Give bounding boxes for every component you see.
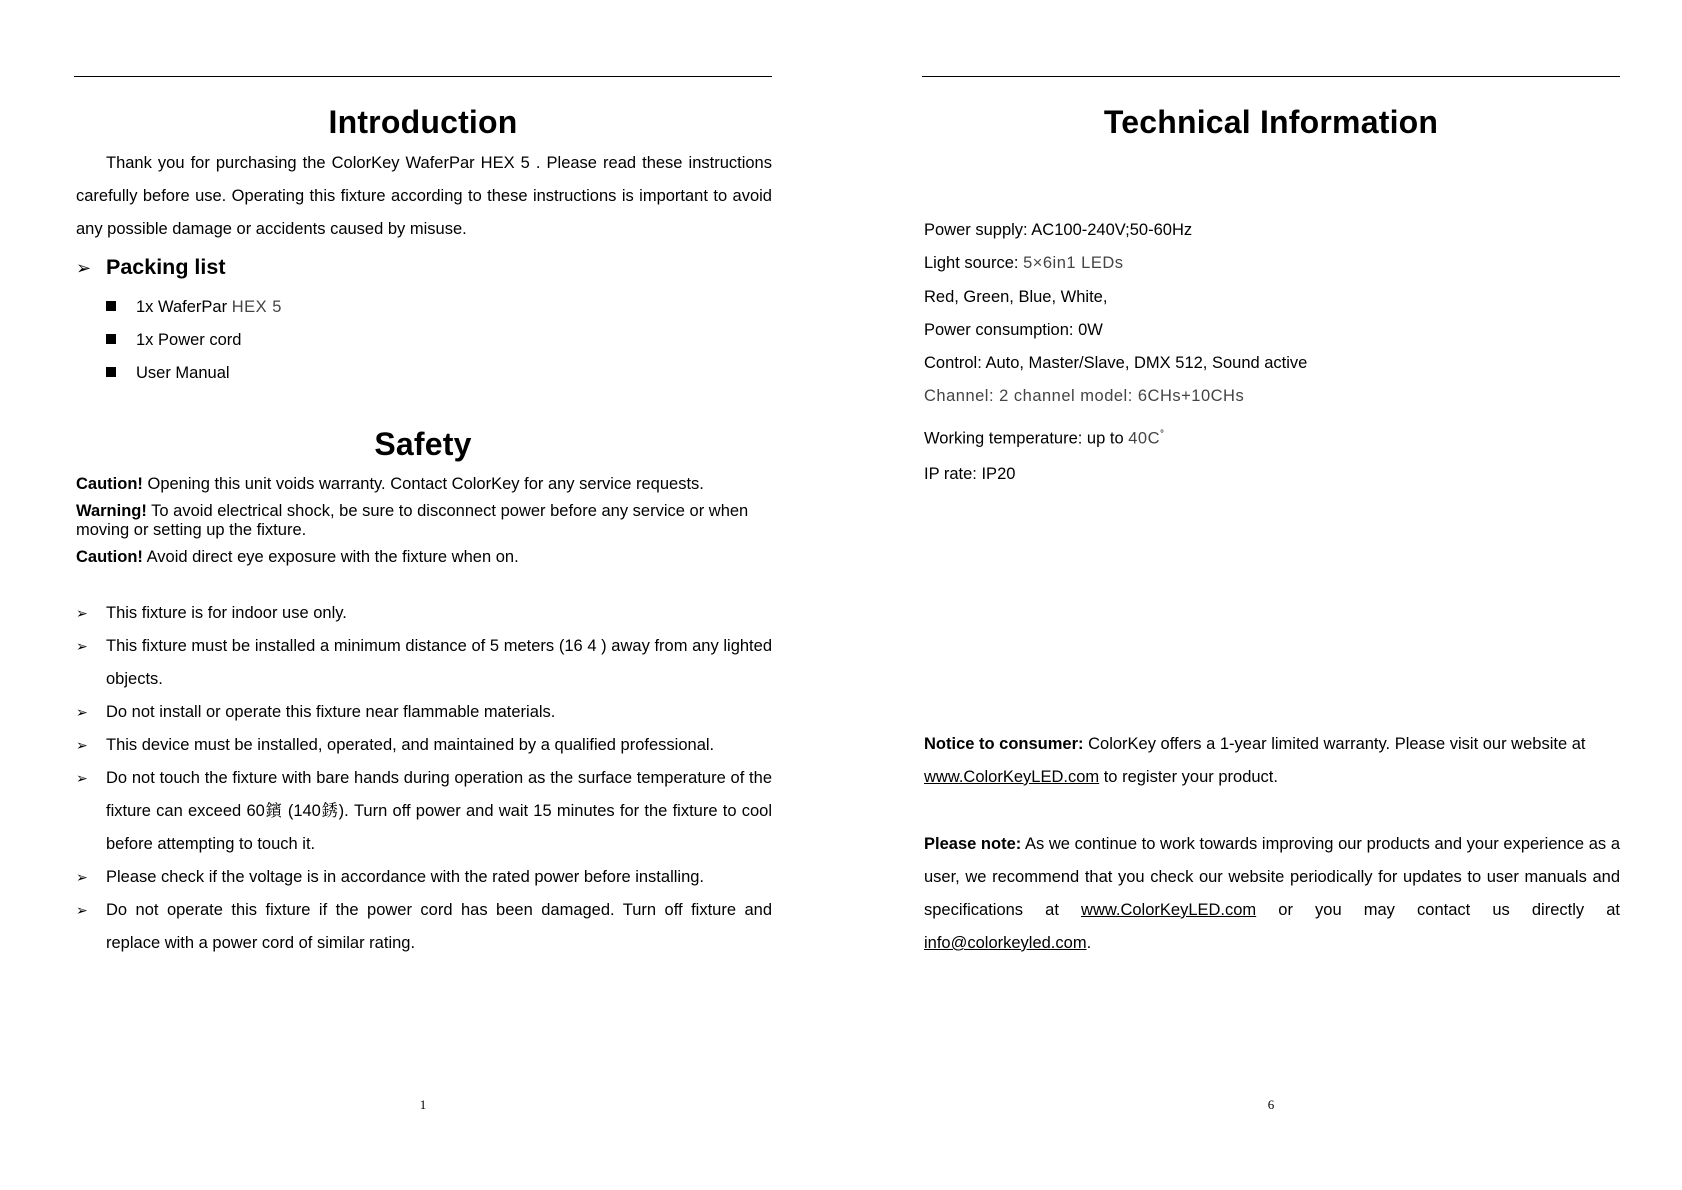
bullet-arrow-icon: ➢ [76,902,88,918]
technical-info-title: Technical Information [1103,104,1439,140]
list-item: ➢ Do not install or operate this fixture near flammable materials. [76,696,772,729]
notice-to-consumer: Notice to consumer: ColorKey offers a 1-year limited warranty. Please visit our website at www.ColorKeyLED.com to register your product. [924,735,1586,786]
intro-text: Thank you for purchasing the ColorKey WaferPar HEX 5 . Please read these instructions carefully before use. Operating this fixture according to these instructions is important to avoid any possible damage or accidents caused by misuse. [76,154,772,238]
spec-control: Control: Auto, Master/Slave, DMX 512, Sound active [924,354,1308,372]
left-page [74,0,772,1190]
list-item: ➢ Do not operate this fixture if the power cord has been damaged. Turn off fixture and replace with a power cord of similar rating. [76,894,772,960]
bullet-arrow-icon: ➢ [76,770,88,786]
top-rule [74,76,772,77]
warning: Warning! To avoid electrical shock, be sure to disconnect power before any service or when moving or setting up the fixture. [76,502,749,539]
list-item: ➢ This device must be installed, operated, and maintained by a qualified professional. [76,729,772,762]
page-number: 1 [419,1097,427,1112]
spec-channel: Channel: 2 channel model: 6CHs+10CHs [924,387,1245,405]
safety-bullets [76,597,772,960]
spec-ip-rate: IP rate: IP20 [924,465,1016,483]
packing-list [106,291,282,390]
list-item: 1x Power cord [106,324,282,357]
top-rule [922,76,1620,77]
website-link[interactable]: www.ColorKeyLED.com [1081,901,1257,919]
section-arrow-icon: ➢ [76,258,92,278]
list-item: 1x WaferPar HEX 5 [106,291,282,324]
spec-working-temperature: Working temperature: up to 40C° [924,429,1164,448]
caution-2: Caution! Avoid direct eye exposure with the fixture when on. [76,548,519,566]
spec-power-supply: Power supply: AC100-240V;50-60Hz [924,221,1193,239]
bullet-arrow-icon: ➢ [76,869,88,885]
bullet-arrow-icon: ➢ [76,638,88,654]
degree-mark: ° [1160,429,1164,440]
caution-1: Caution! Opening this unit voids warranty. Contact ColorKey for any service requests. [76,475,704,493]
list-item: ➢ This fixture must be installed a minimum distance of 5 meters (16 4 ) away from any lighted objects. [76,630,772,696]
email-link[interactable]: info@colorkeyled.com [924,934,1087,952]
right-page [922,0,1620,1190]
website-link[interactable]: www.ColorKeyLED.com [924,768,1100,786]
please-note: Please note: As we continue to work towards improving our products and your experience as a user, we recommend that you check our website periodically for updates to user manuals and specifications at www.ColorKeyLED.com or you may contact us directly at info@colorkeyled.com. [924,835,1621,952]
packing-heading [76,255,226,280]
list-item: ➢ Do not touch the fixture with bare hands during operation as the surface temperature of the fixture can exceed 60鑌 (140銹). Turn off power and wait 15 minutes for the fixture to cool before attempting to touch it. [76,762,772,861]
square-bullet-icon [106,301,116,311]
spec-colors: Red, Green, Blue, White, [924,288,1108,306]
list-item: ➢ Please check if the voltage is in accordance with the rated power before installing. [76,861,772,894]
spec-power-consumption: Power consumption: 0W [924,321,1103,339]
packing-heading-label: Packing list [106,255,226,279]
spec-light-source: Light source: 5×6in1 LEDs [924,254,1124,272]
square-bullet-icon [106,367,116,377]
list-item: User Manual [106,357,282,390]
intro-title: Introduction [328,104,518,140]
square-bullet-icon [106,334,116,344]
list-item: ➢ This fixture is for indoor use only. [76,597,772,630]
bullet-arrow-icon: ➢ [76,737,88,753]
bullet-arrow-icon: ➢ [76,605,88,621]
page-number: 6 [1267,1097,1275,1112]
safety-title: Safety [374,426,472,462]
bullet-arrow-icon: ➢ [76,704,88,720]
